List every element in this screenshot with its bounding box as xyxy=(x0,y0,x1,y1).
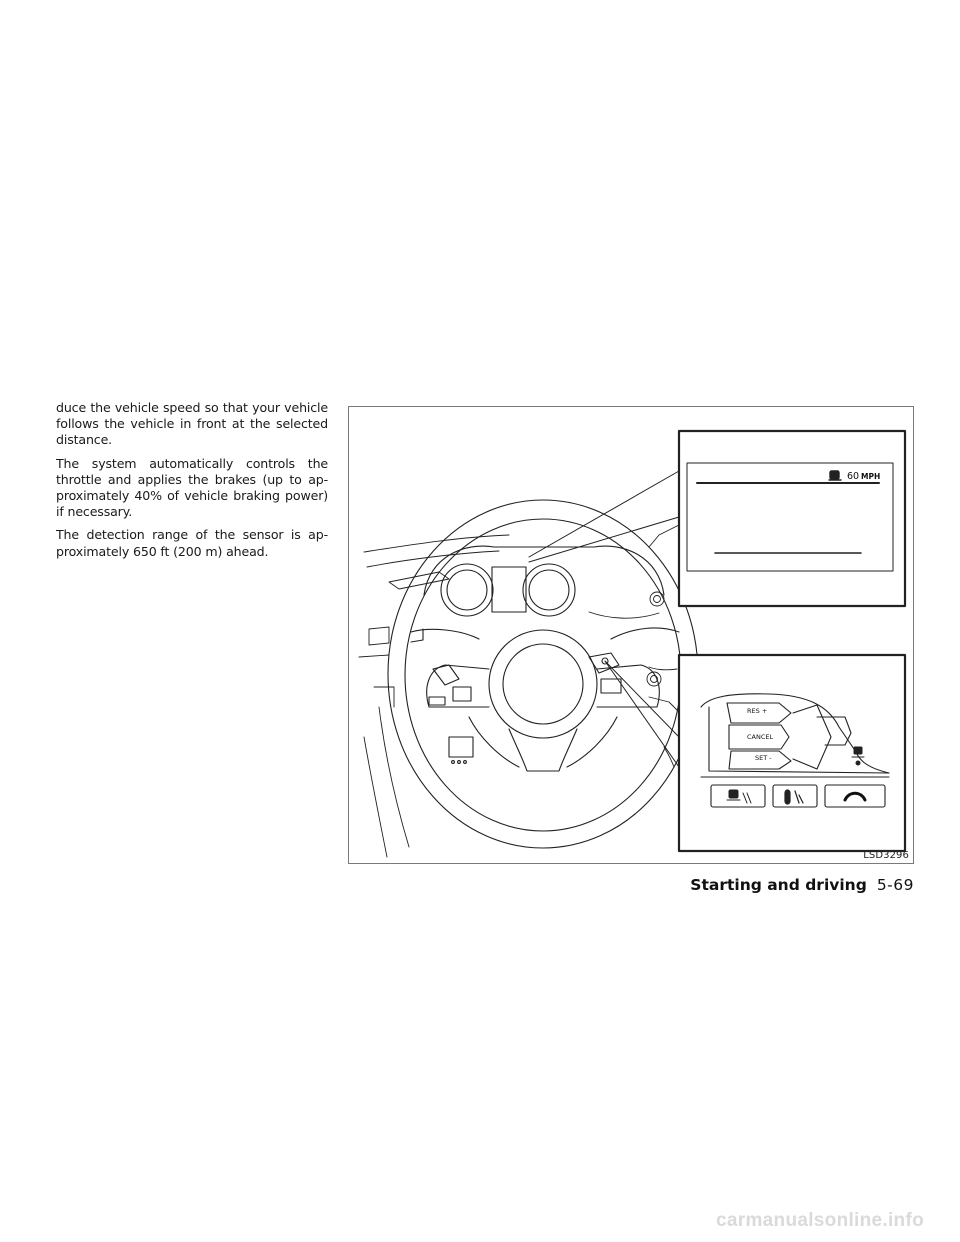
figure-illustration xyxy=(349,407,914,864)
watermark: carmanualsonline.info xyxy=(716,1210,924,1231)
car-ahead-icon xyxy=(829,471,841,480)
body-text xyxy=(56,400,328,567)
paragraph-3: The detection range of the sensor is ap-proximately 650 ft (200 m) ahead. xyxy=(56,527,328,559)
cancel-label: CANCEL xyxy=(747,733,774,741)
steering-wheel xyxy=(388,500,698,848)
res-plus-label: RES + xyxy=(747,707,768,715)
figure-label: LSD3296 xyxy=(863,850,909,861)
section-title: Starting and driving xyxy=(690,876,867,894)
display-inset xyxy=(679,431,905,606)
paragraph-1: duce the vehicle speed so that your vehicle follows the vehicle in front at the selected distance. xyxy=(56,400,328,448)
steering-wheel-figure xyxy=(348,406,914,864)
display-speed: 60 xyxy=(847,471,860,482)
page-number: 5-69 xyxy=(876,876,914,894)
dashboard-lines xyxy=(359,525,679,857)
set-minus-label: SET - xyxy=(755,754,772,762)
paragraph-2: The system automatically controls the throttle and applies the brakes (up to ap-proximately 40% of vehicle braking power) if necessary. xyxy=(56,455,328,520)
switch-inset xyxy=(679,655,905,851)
display-unit: MPH xyxy=(861,472,881,481)
page-footer xyxy=(690,876,914,894)
